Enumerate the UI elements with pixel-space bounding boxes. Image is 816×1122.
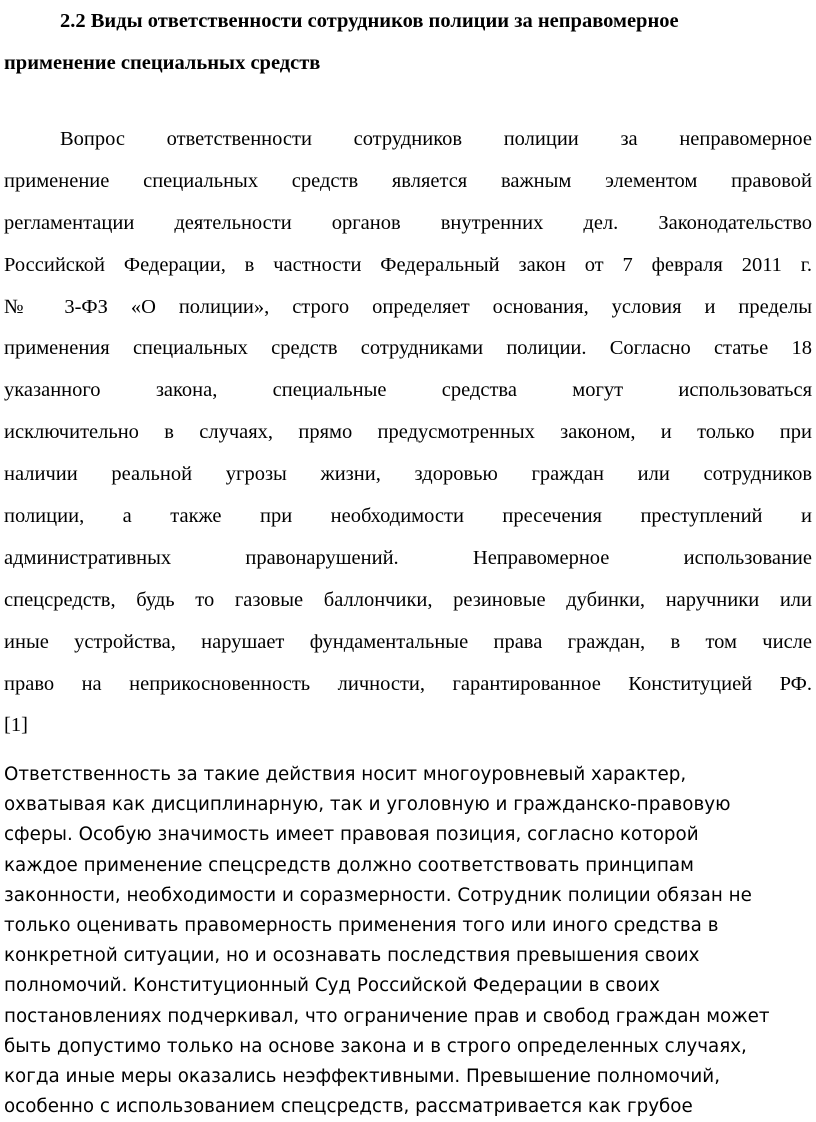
paragraph-2-line: каждое применение спецсредств должно соответствовать принципам bbox=[4, 854, 694, 876]
paragraph-1-line: иные устройства, нарушает фундаментальные права граждан, в том числе bbox=[4, 630, 812, 653]
footnote-reference[interactable]: [1] bbox=[4, 714, 28, 737]
paragraph-1-line: наличии реальной угрозы жизни, здоровью граждан или сотрудников bbox=[4, 463, 812, 486]
paragraph-1-line: полиции, а также при необходимости пресечения преступлений и bbox=[4, 505, 812, 528]
paragraph-2-line: законности, необходимости и соразмерности. Сотрудник полиции обязан не bbox=[4, 884, 752, 906]
paragraph-2 bbox=[4, 760, 812, 1122]
paragraph-1-line: № 3-ФЗ «О полиции», строго определяет основания, условия и пределы bbox=[4, 295, 812, 318]
paragraph-2-line: постановлениях подчеркивал, что ограничение прав и свобод граждан может bbox=[4, 1005, 770, 1027]
section-heading-line-2: применение специальных средств bbox=[4, 52, 321, 74]
paragraph-1-line: административных правонарушений. Неправомерное использование bbox=[4, 546, 812, 569]
paragraph-1-line: применения специальных средств сотрудниками полиции. Согласно статье 18 bbox=[4, 337, 812, 360]
paragraph-1-line: указанного закона, специальные средства могут использоваться bbox=[4, 379, 812, 402]
section-heading-line-1: 2.2 Виды ответственности сотрудников полиции за неправомерное bbox=[60, 10, 679, 32]
paragraph-2-line: сферы. Особую значимость имеет правовая позиция, согласно которой bbox=[4, 824, 699, 846]
paragraph-1-line: регламентации деятельности органов внутренних дел. Законодательство bbox=[4, 211, 812, 234]
paragraph-2-line: особенно с использованием спецсредств, рассматривается как грубое bbox=[4, 1096, 693, 1118]
paragraph-2-line: только оценивать правомерность применения того или иного средства в bbox=[4, 914, 719, 936]
paragraph-2-line: охватывая как дисциплинарную, так и уголовную и гражданско-правовую bbox=[4, 794, 731, 816]
paragraph-1-line: Российской Федерации, в частности Федеральный закон от 7 февраля 2011 г. bbox=[4, 253, 812, 276]
paragraph-2-line: быть допустимо только на основе закона и в строго определенных случаях, bbox=[4, 1035, 747, 1057]
paragraph-1-line: спецсредств, будь то газовые баллончики, резиновые дубинки, наручники или bbox=[4, 588, 812, 611]
paragraph-2-line: когда иные меры оказались неэффективными. Превышение полномочий, bbox=[4, 1065, 721, 1087]
paragraph-2-line: полномочий. Конституционный Суд Российской Федерации в своих bbox=[4, 975, 660, 997]
paragraph-1-line: исключительно в случаях, прямо предусмотренных законом, и только при bbox=[4, 421, 812, 444]
paragraph-1-line: право на неприкосновенность личности, гарантированное Конституцией РФ. bbox=[4, 672, 812, 695]
paragraph-2-line: Ответственность за такие действия носит многоуровневый характер, bbox=[4, 764, 687, 785]
paragraph-1 bbox=[4, 119, 812, 747]
paragraph-2-line: конкретной ситуации, но и осознавать последствия превышения своих bbox=[4, 945, 700, 967]
paragraph-1-line: Вопрос ответственности сотрудников полиции за неправомерное bbox=[60, 128, 812, 150]
section-heading bbox=[4, 0, 812, 84]
paragraph-1-line: применение специальных средств является важным элементом правовой bbox=[4, 169, 812, 192]
